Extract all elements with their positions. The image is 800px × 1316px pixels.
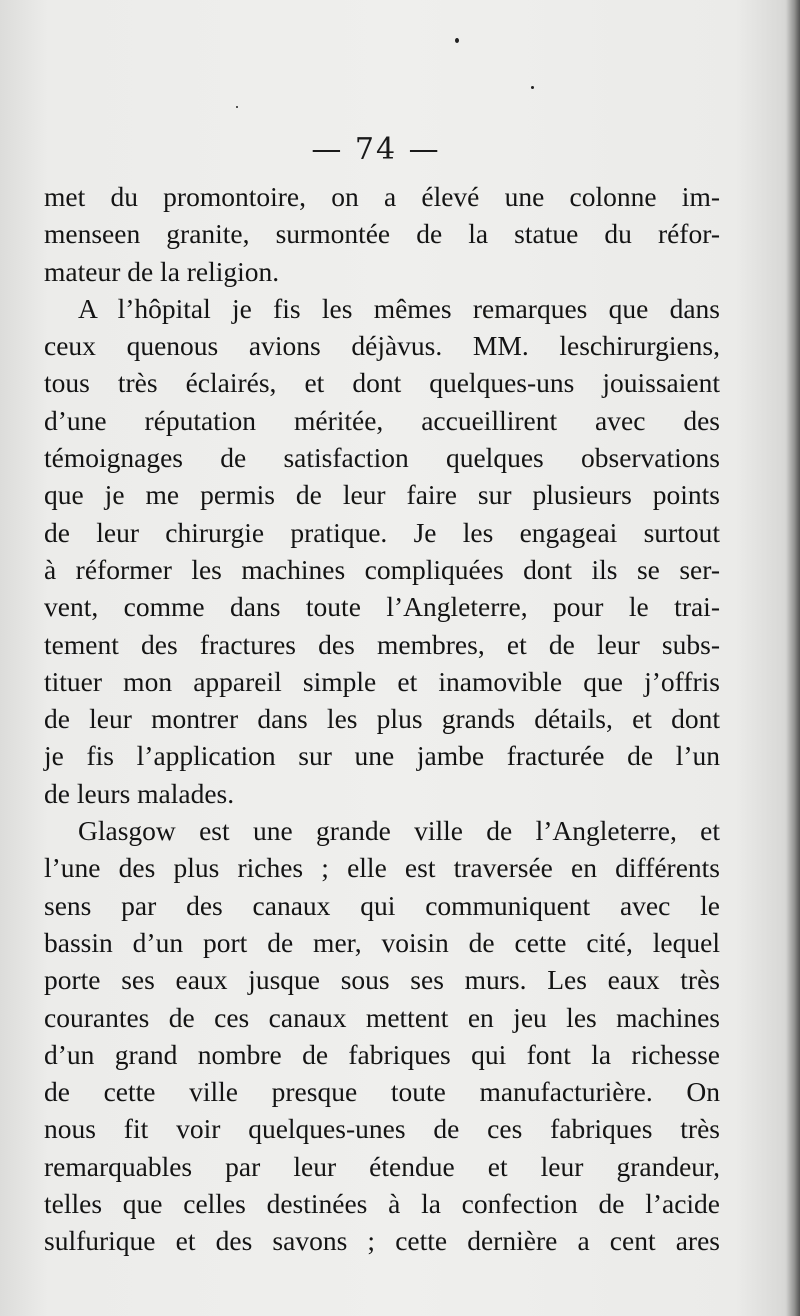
text-line: ceux quenous avions déjàvus. MM. leschirurgiens, bbox=[44, 330, 720, 362]
text-line: met du promontoire, on a élevé une colonne im- bbox=[44, 181, 720, 212]
text-line: telles que celles destinées à la confection de l’acide bbox=[44, 1188, 720, 1220]
text-line: à réformer les machines compliquées dont ils se ser- bbox=[44, 553, 720, 585]
text-line: tement des fractures des membres, et de leur subs- bbox=[44, 628, 720, 660]
text-line: de leur chirurgie pratique. Je les engageai surtout bbox=[44, 516, 720, 548]
ink-speck bbox=[455, 38, 459, 43]
text-line: tous très éclairés, et dont quelques-uns jouissaient bbox=[44, 367, 720, 399]
text-line: nous fit voir quelques-unes de ces fabriques très bbox=[44, 1113, 720, 1145]
text-line: de leurs malades. bbox=[44, 777, 235, 809]
text-line: bassin d’un port de mer, voisin de cette cité, lequel bbox=[44, 926, 720, 958]
text-line: d’un grand nombre de fabriques qui font la richesse bbox=[44, 1038, 720, 1070]
text-line: d’une réputation méritée, accueillirent avec des bbox=[44, 404, 720, 436]
text-line: de cette ville presque toute manufacturière. On bbox=[44, 1076, 720, 1108]
text-line: Glasgow est une grande ville de l’Angleterre, et bbox=[78, 815, 720, 847]
text-line: sens par des canaux qui communiquent avec le bbox=[44, 889, 720, 921]
ink-speck bbox=[531, 86, 534, 89]
text-line: témoignages de satisfaction quelques observations bbox=[44, 442, 720, 474]
text-line: courantes de ces canaux mettent en jeu les machines bbox=[44, 1001, 720, 1033]
body-text bbox=[44, 178, 720, 1260]
text-line: mateur de la religion. bbox=[44, 255, 280, 287]
text-line: porte ses eaux jusque sous ses murs. Les eaux très bbox=[44, 964, 720, 996]
ink-speck bbox=[236, 106, 238, 108]
page-edge-shadow bbox=[786, 0, 800, 1316]
text-line: remarquables par leur étendue et leur grandeur, bbox=[44, 1150, 720, 1182]
text-line: A l’hôpital je fis les mêmes remarques que dans bbox=[78, 292, 720, 324]
text-line: de leur montrer dans les plus grands détails, et dont bbox=[44, 703, 720, 735]
text-line: menseen granite, surmontée de la statue du réfor- bbox=[44, 218, 720, 250]
text-line: que je me permis de leur faire sur plusieurs points bbox=[44, 479, 720, 511]
text-line: l’une des plus riches ; elle est traversée en différents bbox=[44, 852, 720, 884]
page-number: — 74 — bbox=[311, 132, 441, 167]
text-line: vent, comme dans toute l’Angleterre, pour le trai- bbox=[44, 591, 720, 623]
text-line: je fis l’application sur une jambe fracturée de l’un bbox=[44, 740, 720, 772]
text-line: sulfurique et des savons ; cette dernière a cent ares bbox=[44, 1225, 720, 1257]
text-line: tituer mon appareil simple et inamovible que j’offris bbox=[44, 665, 720, 697]
